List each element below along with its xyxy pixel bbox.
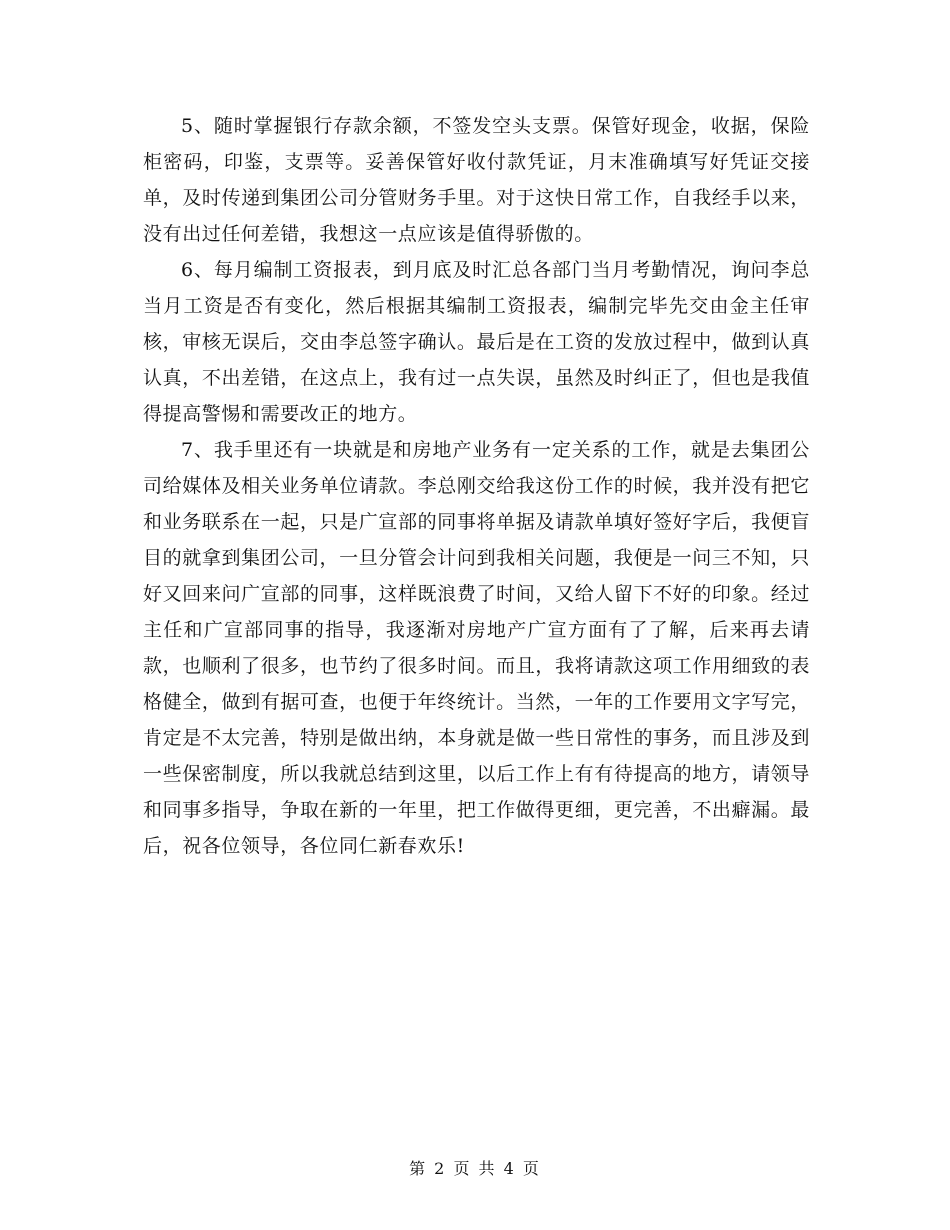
paragraph-7: 7、我手里还有一块就是和房地产业务有一定关系的工作，就是去集团公司给媒体及相关业务单位请款。李总刚交给我这份工作的时候，我并没有把它和业务联系在一起，只是广宣部的同事将单据及请款单填好签好字后，我便盲目的就拿到集团公司，一旦分管会计问到我相关问题，我便是一问三不知，只好又回来问广宣部的同事，这样既浪费了时间，又给人留下不好的印象。经过主任和广宣部同事的指导，我逐渐对房地产广宣方面有了了解，后来再去请款，也顺利了很多，也节约了很多时间。而且，我将请款这项工作用细致的表格健全，做到有据可查，也便于年终统计。当然，一年的工作要用文字写完，肯定是不太完善，特别是做出纳，本身就是做一些日常性的事务，而且涉及到一些保密制度，所以我就总结到这里，以后工作上有有待提高的地方，请领导和同事多指导，争取在新的一年里，把工作做得更细，更完善，不出癖漏。最后，祝各位领导，各位同仁新春欢乐!	[143, 439, 810, 857]
paragraph-6: 6、每月编制工资报表，到月底及时汇总各部门当月考勤情况，询问李总当月工资是否有变化，然后根据其编制工资报表，编制完毕先交由金主任审核，审核无误后，交由李总签字确认。最后是在工资的发放过程中，做到认真认真，不出差错，在这点上，我有过一点失误，虽然及时纠正了，但也是我值得提高警惕和需要改正的地方。	[143, 259, 810, 425]
document-body	[143, 108, 810, 864]
paragraph-5: 5、随时掌握银行存款余额，不签发空头支票。保管好现金，收据，保险柜密码，印鉴，支票等。妥善保管好收付款凭证，月末准确填写好凭证交接单，及时传递到集团公司分管财务手里。对于这快日常工作，自我经手以来，没有出过任何差错，我想这一点应该是值得骄傲的。	[143, 115, 810, 245]
page-number-footer: 第 2 页 共 4 页	[409, 1159, 541, 1178]
